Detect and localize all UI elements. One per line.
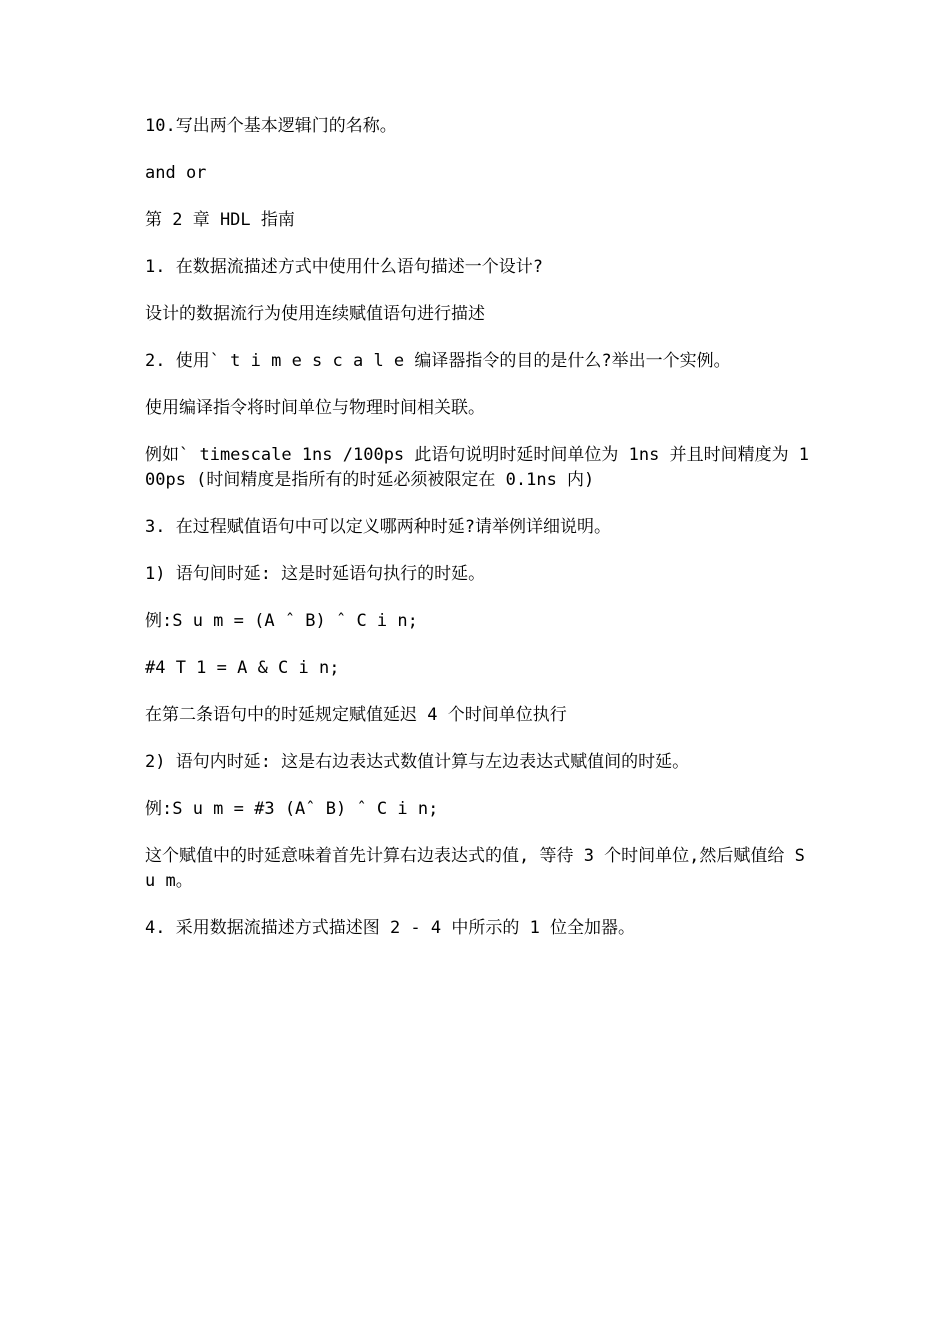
answer-3-explanation-2: 这个赋值中的时延意味着首先计算右边表达式的值, 等待 3 个时间单位,然后赋值给 S u m。 <box>145 846 816 891</box>
question-1: 1. 在数据流描述方式中使用什么语句描述一个设计? <box>145 257 543 277</box>
answer-10: and or <box>145 163 207 183</box>
answer-3-example-1: 例:S u m = (A ˆ B) ˆ C i n; <box>145 611 418 631</box>
question-10: 10.写出两个基本逻辑门的名称。 <box>145 116 397 136</box>
answer-2: 使用编译指令将时间单位与物理时间相关联。 <box>145 398 485 418</box>
question-4: 4. 采用数据流描述方式描述图 2 - 4 中所示的 1 位全加器。 <box>145 918 636 938</box>
answer-3-example-3: 例:S u m = #3 (Aˆ B) ˆ C i n; <box>145 799 439 819</box>
document-page <box>145 114 816 963</box>
answer-3-explanation-1: 在第二条语句中的时延规定赋值延迟 4 个时间单位执行 <box>145 705 567 725</box>
answer-1: 设计的数据流行为使用连续赋值语句进行描述 <box>145 304 485 324</box>
question-2: 2. 使用` t i m e s c a l e 编译器指令的目的是什么?举出一个实例。 <box>145 351 731 371</box>
answer-3-part-2: 2) 语句内时延: 这是右边表达式数值计算与左边表达式赋值间的时延。 <box>145 752 690 772</box>
question-3: 3. 在过程赋值语句中可以定义哪两种时延?请举例详细说明。 <box>145 517 611 537</box>
answer-2-example: 例如` timescale 1ns /100ps 此语句说明时延时间单位为 1ns 并且时间精度为 100ps (时间精度是指所有的时延必须被限定在 0.1ns 内) <box>145 445 810 490</box>
chapter-heading: 第 2 章 HDL 指南 <box>145 210 295 230</box>
answer-3-example-2: #4 T 1 = A & C i n; <box>145 658 340 678</box>
answer-3-part-1: 1) 语句间时延: 这是时延语句执行的时延。 <box>145 564 486 584</box>
